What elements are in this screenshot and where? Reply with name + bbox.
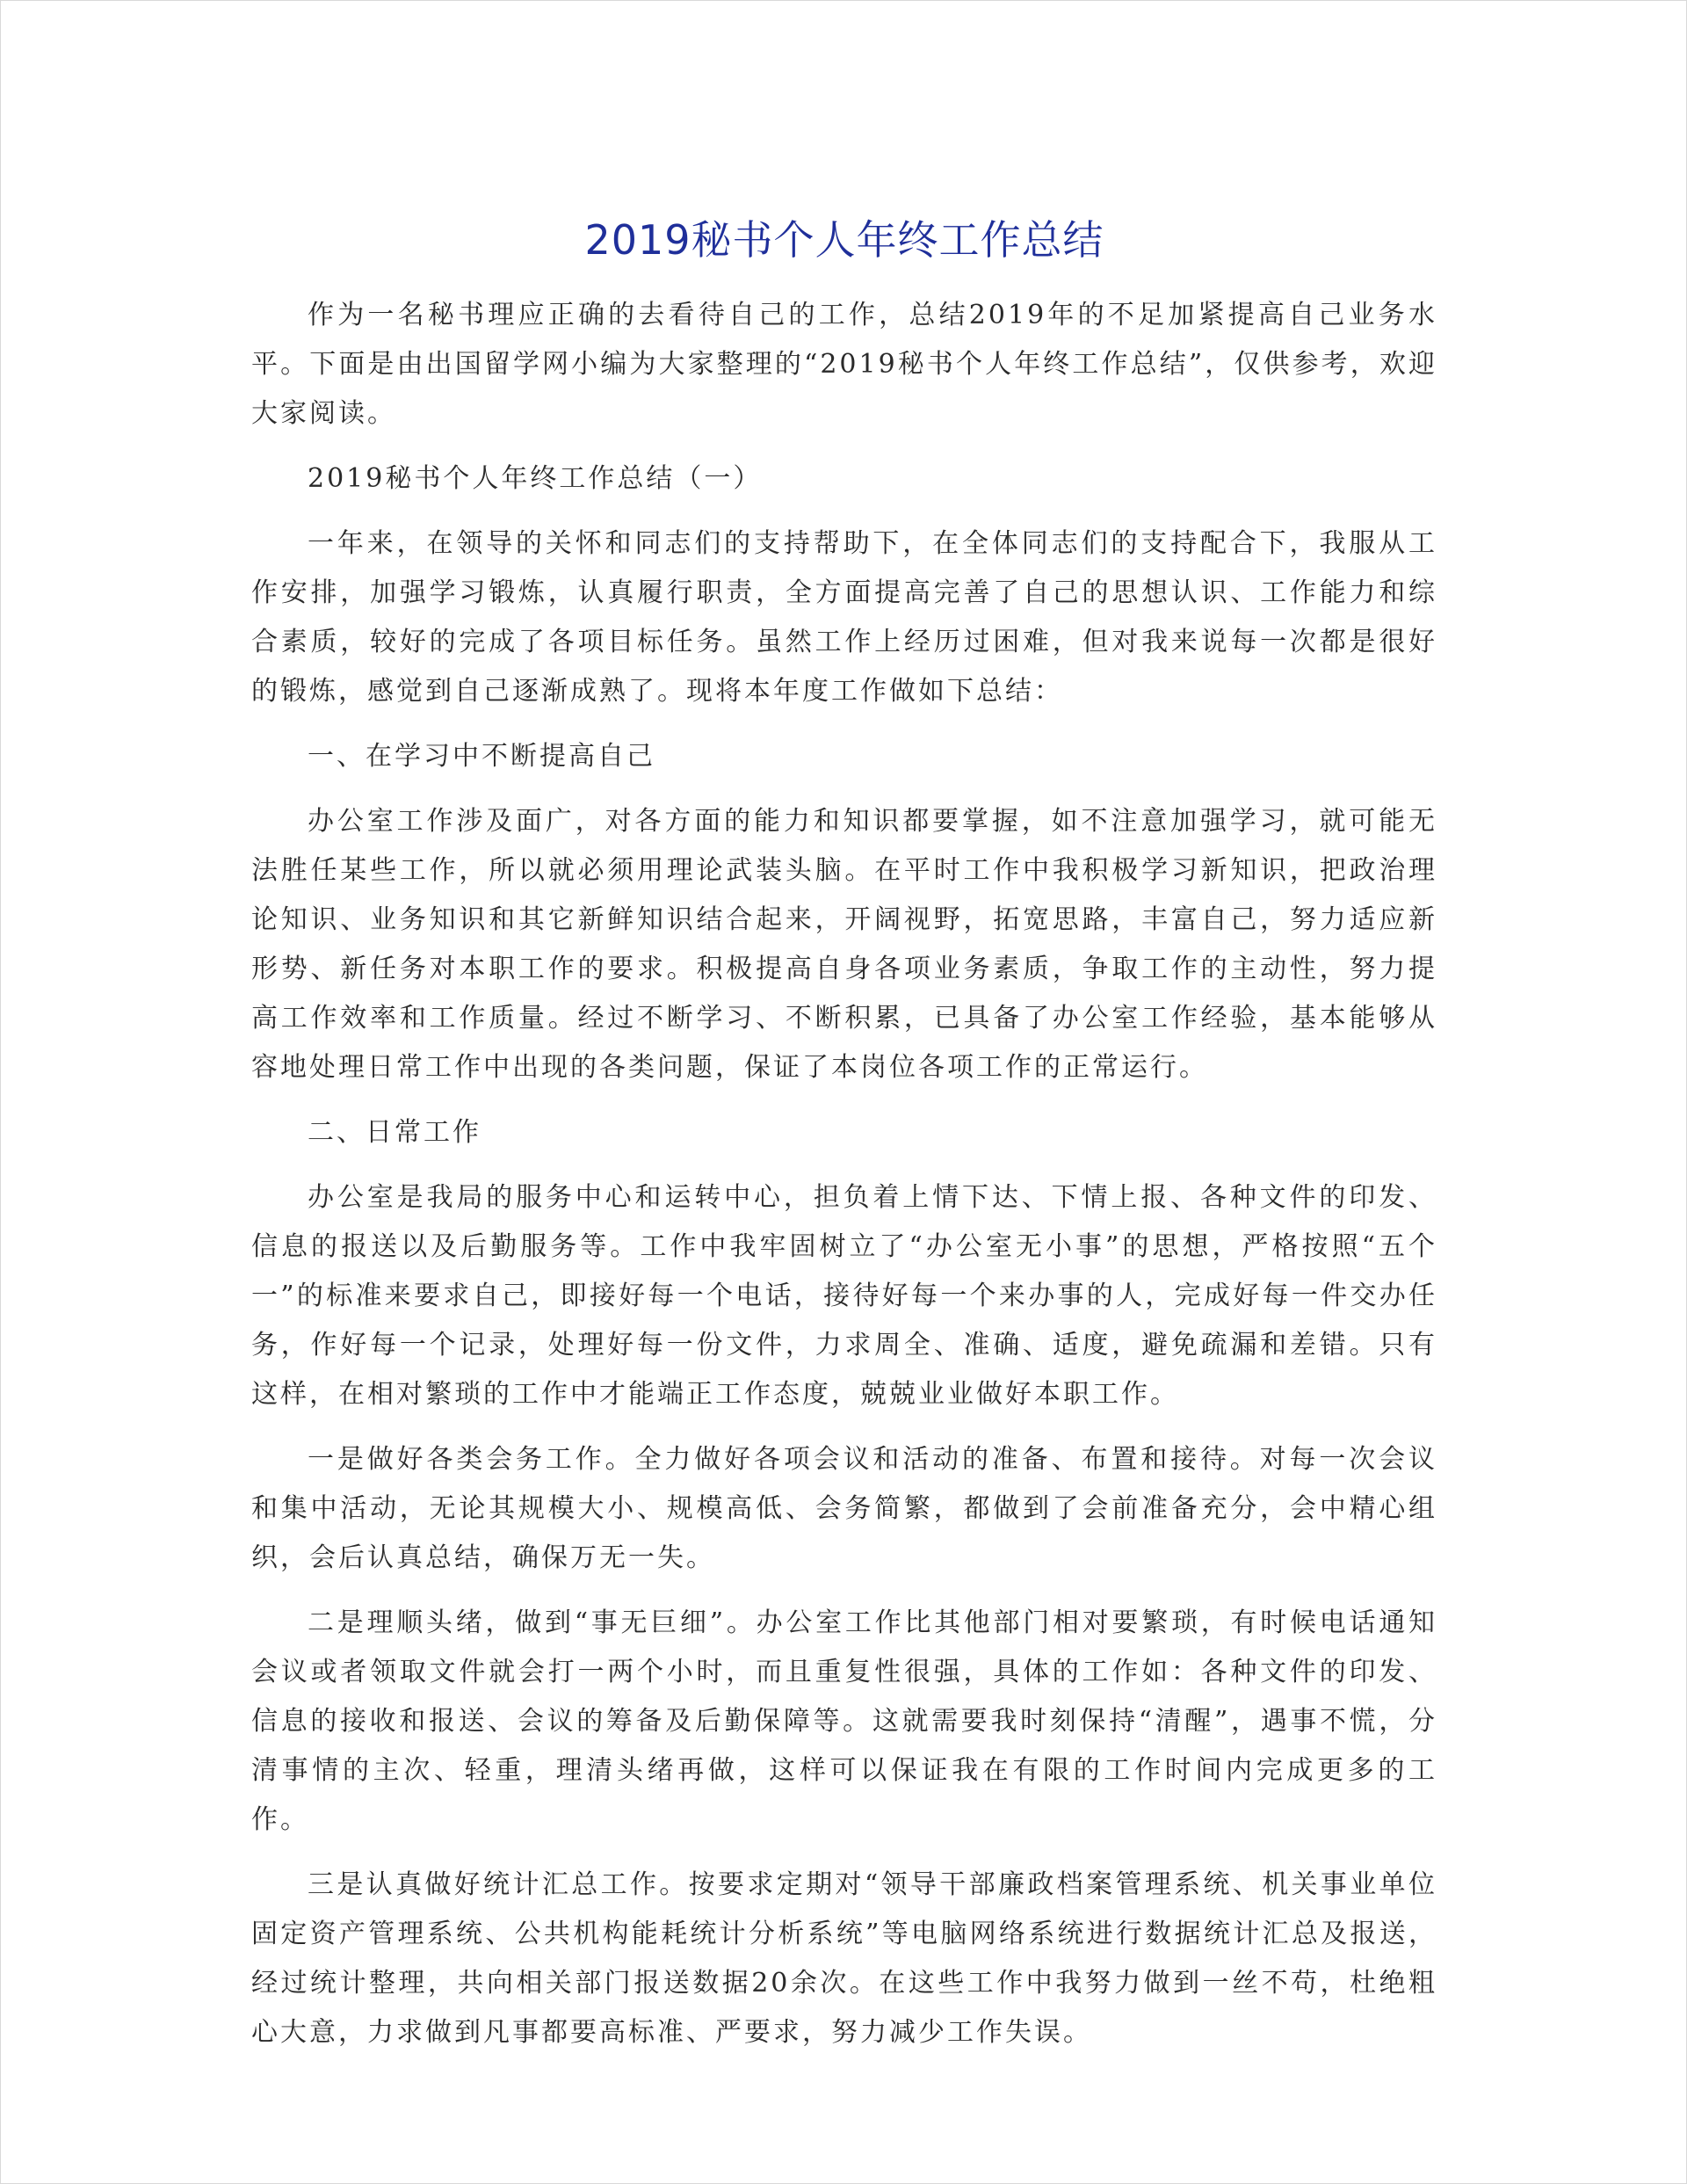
daily-work-paragraph: 办公室是我局的服务中心和运转中心，担负着上情下达、下情上报、各种文件的印发、信息的报送以及后勤服务等。工作中我牢固树立了“办公室无小事”的思想，严格按照“五个一”的标准来要求自己，即接好每一个电话，接待好每一个来办事的人，完成好每一件交办任务，作好每一个记录，处理好每一份文件，力求周全、准确、适度，避免疏漏和差错。只有这样，在相对繁琐的工作中才能端正工作态度，兢兢业业做好本职工作。 (251, 1182, 1437, 1410)
statistics-work-paragraph: 三是认真做好统计汇总工作。按要求定期对“领导干部廉政档案管理系统、机关事业单位固定资产管理系统、公共机构能耗统计分析系统”等电脑网络系统进行数据统计汇总及报送，经过统计整理，共向相关部门报送数据20余次。在这些工作中我努力做到一丝不苟，杜绝粗心大意，力求做到凡事都要高标准、严要求，努力减少工作失误。 (251, 1869, 1437, 2048)
intro-paragraph: 作为一名秘书理应正确的去看待自己的工作，总结2019年的不足加紧提高自己业务水平。下面是由出国留学网小编为大家整理的“2019秘书个人年终工作总结”，仅供参考，欢迎大家阅读。 (251, 300, 1437, 429)
document-title: 2019秘书个人年终工作总结 (584, 216, 1104, 264)
section-heading-summary-one: 2019秘书个人年终工作总结（一） (308, 463, 763, 494)
section-heading-daily-work: 二、日常工作 (308, 1117, 481, 1148)
overview-paragraph: 一年来，在领导的关怀和同志们的支持帮助下，在全体同志们的支持配合下，我服从工作安排，加强学习锻炼，认真履行职责，全方面提高完善了自己的思想认识、工作能力和综合素质，较好的完成了各项目标任务。虽然工作上经历过困难，但对我来说每一次都是很好的锻炼，感觉到自己逐渐成熟了。现将本年度工作做如下总结： (251, 528, 1437, 707)
meeting-work-paragraph: 一是做好各类会务工作。全力做好各项会议和活动的准备、布置和接待。对每一次会议和集中活动，无论其规模大小、规模高低、会务简繁，都做到了会前准备充分，会中精心组织，会后认真总结，确保万无一失。 (251, 1444, 1437, 1573)
section-heading-learning: 一、在学习中不断提高自己 (308, 741, 655, 772)
learning-paragraph: 办公室工作涉及面广，对各方面的能力和知识都要掌握，如不注意加强学习，就可能无法胜任某些工作，所以就必须用理论武装头脑。在平时工作中我积极学习新知识，把政治理论知识、业务知识和其它新鲜知识结合起来，开阔视野，拓宽思路，丰富自己，努力适应新形势、新任务对本职工作的要求。积极提高自身各项业务素质，争取工作的主动性，努力提高工作效率和工作质量。经过不断学习、不断积累，已具备了办公室工作经验，基本能够从容地处理日常工作中出现的各类问题，保证了本岗位各项工作的正常运行。 (251, 806, 1437, 1083)
document-body (251, 205, 1437, 2073)
organize-work-paragraph: 二是理顺头绪，做到“事无巨细”。办公室工作比其他部门相对要繁琐，有时候电话通知会议或者领取文件就会打一两个小时，而且重复性很强，具体的工作如：各种文件的印发、信息的接收和报送、会议的筹备及后勤保障等。这就需要我时刻保持“清醒”，遇事不慌，分清事情的主次、轻重，理清头绪再做，这样可以保证我在有限的工作时间内完成更多的工作。 (251, 1607, 1437, 1835)
